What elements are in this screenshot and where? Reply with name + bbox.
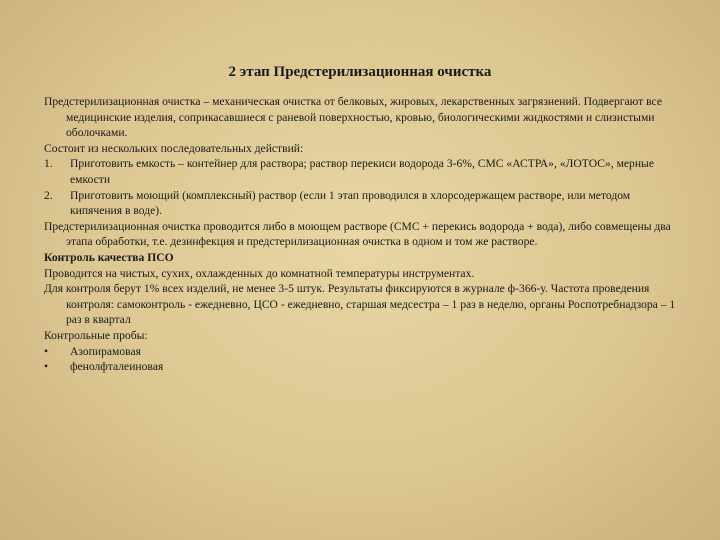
step-text: Приготовить моющий (комплексный) раствор (если 1 этап проводился в хлорсодержащем растворе, или методом кипячения в воде). (70, 188, 631, 218)
sample-item (44, 344, 684, 360)
samples-heading: Контрольные пробы: (44, 328, 148, 342)
steps-heading: Состоит из нескольких последовательных действий: (44, 141, 304, 155)
sample-text: фенолфталеиновая (70, 360, 164, 374)
slide-content (44, 94, 684, 375)
step-number: 2. (44, 188, 53, 202)
control-paragraph: Для контроля берут 1% всех изделий, не менее 3-5 штук. Результаты фиксируются в журнале ф-366-у. Частота проведения контроля: самоконтроль - ежедневно, ЦСО - ежедневно, старшая медсестра – 1 раз в неделю, органы Роспотребнадзора – 1 раз в квартал (44, 282, 676, 327)
slide-title: 2 этап Предстерилизационная очистка (228, 64, 492, 80)
bullet-icon: • (44, 360, 49, 374)
sample-item (44, 359, 684, 375)
step-number: 1. (44, 157, 53, 171)
step-text: Приготовить емкость – контейнер для раствора; раствор перекиси водорода 3-6%, СМС «АСТРА», «ЛОТОС», мерные емкости (70, 157, 654, 186)
bullet-icon: • (44, 344, 49, 358)
process-paragraph: Предстерилизационная очистка проводится либо в моющем растворе (СМС + перекись водорода + вода), либо совмещены два этапа обработки, т.е. дезинфекция и предстерилизационная очистка в одном и том же растворе. (44, 219, 671, 249)
step-item (44, 156, 684, 187)
control-line: Проводится на чистых, сухих, охлажденных до комнатной температуры инструментах. (44, 266, 475, 280)
sample-text: Азопирамовая (70, 344, 141, 358)
control-heading: Контроль качества ПСО (44, 250, 174, 264)
intro-paragraph: Предстерилизационная очистка – механическая очистка от белковых, жировых, лекарственных загрязнений. Подвергают все медицинские изделия, соприкасавшиеся с раневой поверхностью, кровью, биологическими жидкостями и слизистыми оболочками. (44, 95, 662, 140)
step-item (44, 188, 684, 219)
